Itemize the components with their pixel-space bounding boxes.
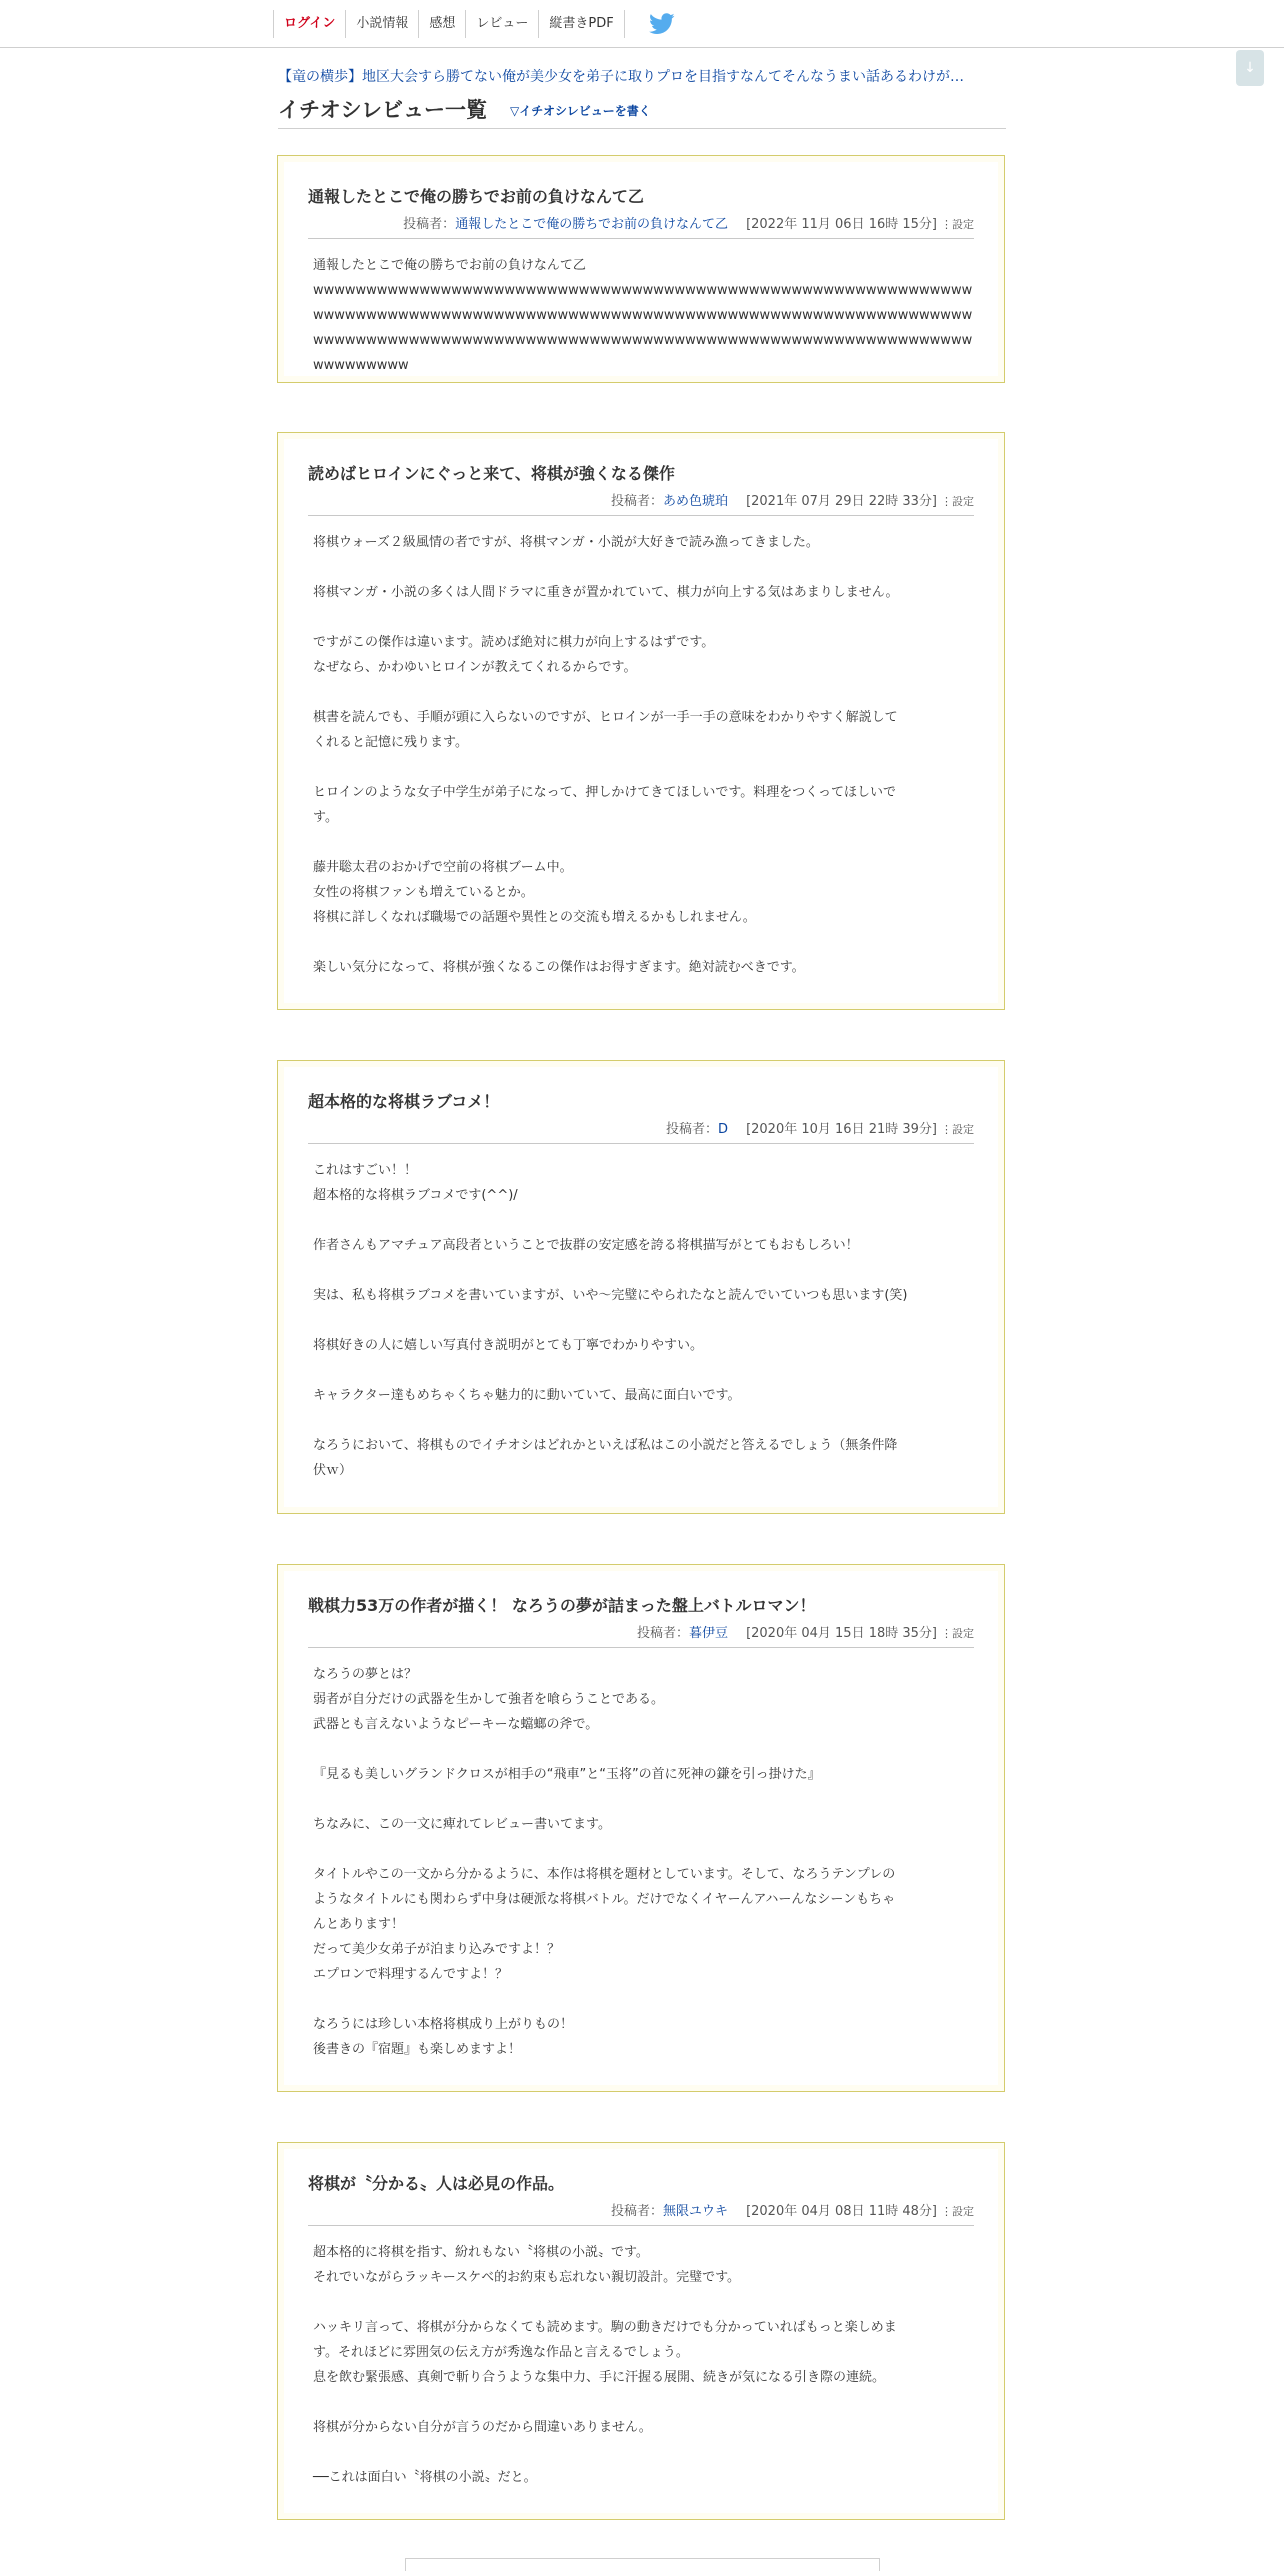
review-body-line: 息を飲む緊張感、真剣で斬り合うような集中力、手に汗握る展開、続きが気になる引き際の連続。 — [313, 2370, 886, 2385]
review-body-line: なぜなら、かわゆいヒロインが教えてくれるからです。 — [313, 660, 637, 675]
review-body-gap — [313, 605, 974, 630]
review-card — [277, 1060, 1005, 1514]
review-body — [313, 530, 974, 980]
review-body-line: ちなみに、この一文に痺れてレビュー書いてます。 — [313, 1817, 611, 1832]
review-body-line: 超本格的に将棋を指す、紛れもない〝将棋の小説〟です。 — [313, 2245, 649, 2260]
review-card — [277, 2142, 1005, 2520]
review-date: [2020年 10月 16日 21時 39分] — [746, 1122, 937, 1137]
review-body-line: 後書きの『宿題』も楽しめますよ！ — [313, 2042, 522, 2057]
top-nav-bar — [0, 0, 1284, 48]
review-body-line: んとあります！ — [313, 1917, 405, 1932]
review-title: 通報したとこで俺の勝ちでお前の負けなんて乙 — [308, 187, 644, 206]
review-body-gap — [313, 1308, 974, 1333]
review-body-gap — [313, 2290, 974, 2315]
review-date: [2020年 04月 15日 18時 35分] — [746, 1626, 937, 1641]
write-review-link[interactable]: ▽イチオシレビューを書く — [510, 104, 651, 118]
review-setting-button[interactable]: ⋮設定 — [941, 2205, 974, 2218]
review-body-line: 藤井聡太君のおかげで空前の将棋ブーム中。 — [313, 860, 573, 875]
review-title: 読めばヒロインにぐっと来て、将棋が強くなる傑作 — [308, 464, 675, 483]
review-body-line: す。それほどに雰囲気の伝え方が秀逸な作品と言えるでしょう。 — [313, 2345, 689, 2360]
review-body-line: 将棋ウォーズ２級風情の者ですが、将棋マンガ・小説が大好きで読み漁ってきました。 — [313, 535, 819, 550]
poster-label: 投稿者： — [403, 217, 456, 232]
review-card — [277, 155, 1005, 383]
review-setting-button[interactable]: ⋮設定 — [941, 1627, 974, 1640]
review-body-line: ハッキリ言って、将棋が分からなくても読めます。駒の動きだけでも分かっていればもっと楽しめま — [313, 2320, 897, 2335]
review-body-gap — [313, 680, 974, 705]
review-body-gap — [313, 1258, 974, 1283]
review-title: 戦棋力53万の作者が描く！ なろうの夢が詰まった盤上バトルロマン！ — [308, 1596, 816, 1615]
poster-label: 投稿者： — [611, 2204, 664, 2219]
review-body-gap — [313, 1408, 974, 1433]
review-body-line: これはすごい！！ — [313, 1163, 418, 1178]
review-body-gap — [313, 555, 974, 580]
review-author-link[interactable]: 通報したとこで俺の勝ちでお前の負けなんて乙 — [455, 217, 729, 232]
review-title: 超本格的な将棋ラブコメ！ — [308, 1092, 500, 1111]
nav-impressions[interactable]: 感想 — [419, 10, 466, 38]
novel-title-link[interactable]: 【竜の横歩】地区大会すら勝てない俺が美少女を弟子に取りプロを目指すなんてそんなうまい話あるわけが… — [278, 69, 964, 85]
review-card — [277, 1564, 1005, 2092]
review-author-link[interactable]: あめ色琥珀 — [663, 494, 729, 509]
review-body-gap — [313, 2440, 974, 2465]
review-body-gap — [313, 1737, 974, 1762]
review-body-line: 将棋マンガ・小説の多くは人間ドラマに重きが置かれていて、棋力が向上する気はあまりしません。 — [313, 585, 899, 600]
review-setting-button[interactable]: ⋮設定 — [941, 1123, 974, 1136]
review-body-line: 将棋が分からない自分が言うのだから間違いありません。 — [313, 2420, 652, 2435]
page-header — [278, 94, 1006, 129]
review-body-line: 伏ｗ） — [313, 1463, 353, 1478]
review-author-link[interactable]: 暮伊豆 — [689, 1626, 729, 1641]
review-body-line: 女性の将棋ファンも増えているとか。 — [313, 885, 534, 900]
review-author-link[interactable]: D — [718, 1122, 729, 1137]
review-body-line: 作者さんもアマチュア高段者ということで抜群の安定感を誇る将棋描写がとてもおもしろい！ — [313, 1238, 859, 1253]
review-body — [313, 2240, 974, 2490]
review-date: [2022年 11月 06日 16時 15分] — [746, 217, 937, 232]
review-body-line: 将棋好きの人に嬉しい写真付き説明がとても丁寧でわかりやすい。 — [313, 1338, 704, 1353]
review-body-line: なろうには珍しい本格将棋成り上がりもの！ — [313, 2017, 574, 2032]
review-body-gap — [313, 755, 974, 780]
review-body-line: 弱者が自分だけの武器を生かして強者を喰らうことである。 — [313, 1692, 665, 1707]
review-body-line: なろうにおいて、将棋ものでイチオシはどれかといえば私はこの小説だと答えるでしょう（無条件降 — [313, 1438, 898, 1453]
review-body-line: す。 — [313, 810, 338, 825]
nav-vertical-pdf[interactable]: 縦書きPDF — [539, 10, 624, 38]
review-meta — [308, 2200, 974, 2226]
review-body-line: 武器とも言えないようなピーキーな蟷螂の斧で。 — [313, 1717, 599, 1732]
review-body-line: タイトルやこの一文から分かるように、本作は将棋を題材としています。そして、なろうテンプレの — [313, 1867, 896, 1882]
poster-label: 投稿者： — [666, 1122, 719, 1137]
review-body-line: ──これは面白い〝将棋の小説〟だと。 — [313, 2470, 537, 2485]
review-card — [277, 432, 1005, 1010]
main-nav — [273, 10, 675, 38]
review-title: 将棋が〝分かる〟人は必見の作品。 — [308, 2174, 565, 2193]
review-body — [313, 1662, 974, 2062]
review-body-line: エプロンで料理するんですよ！？ — [313, 1967, 509, 1982]
review-body-line: キャラクター達もめちゃくちゃ魅力的に動いていて、最高に面白いです。 — [313, 1388, 741, 1403]
review-meta — [308, 1622, 974, 1648]
review-body-line: 棋書を読んでも、手順が頭に入らないのですが、ヒロインが一手一手の意味をわかりやすく解説して — [313, 710, 898, 725]
review-body — [313, 1158, 974, 1483]
page-title: イチオシレビュー一覧 — [278, 98, 488, 122]
review-meta — [308, 213, 974, 239]
review-body-line: それでいながらラッキースケベ的お約束も忘れない親切設計。完璧です。 — [313, 2270, 741, 2285]
review-body-gap — [313, 1837, 974, 1862]
review-date: [2020年 04月 08日 11時 48分] — [746, 2204, 937, 2219]
poster-label: 投稿者： — [637, 1626, 690, 1641]
review-body-gap — [313, 930, 974, 955]
review-body-line: 楽しい気分になって、将棋が強くなるこの傑作はお得すぎます。絶対読むべきです。 — [313, 960, 805, 975]
review-body-line: wwwwwwwwwwwwwwwwwwwwwwwwwwwwwwwwwwwwwwwwwwwwwwwwwwwwwwwwwwwwwwwwwwwwwwwwwwwwwwwwwwwwwwwwwwwwwwwwwwwwwwwwwwwwwwwwwwwwwwwwwwwwwwwwwwwwwwwwwwwwwwwwwwwwwwwwwwwwwwwwwwwwwwwwwwwwwwwwwwwwwwwwwwwwwwwwwww — [313, 283, 973, 373]
review-meta — [308, 490, 974, 516]
scroll-down-icon[interactable]: ↓ — [1236, 50, 1264, 86]
review-body-gap — [313, 1987, 974, 2012]
review-body-line: 『見るも美しいグランドクロスが相手の“飛車”と“玉将”の首に死神の鎌を引っ掛けた』 — [313, 1767, 821, 1782]
review-setting-button[interactable]: ⋮設定 — [941, 495, 974, 508]
review-body-gap — [313, 830, 974, 855]
review-setting-button[interactable]: ⋮設定 — [941, 218, 974, 231]
nav-login[interactable]: ログイン — [274, 10, 346, 38]
review-body-line: 超本格的な将棋ラブコメです(^^)/ — [313, 1188, 518, 1203]
review-body-line: 実は、私も将棋ラブコメを書いていますが、いや～完璧にやられたなと読んでいていつも思います(笑) — [313, 1288, 908, 1303]
review-body — [313, 253, 974, 378]
nav-novel-info[interactable]: 小説情報 — [346, 10, 419, 38]
footer-box — [405, 2558, 880, 2571]
review-body-line: 通報したとこで俺の勝ちでお前の負けなんて乙 — [313, 258, 586, 273]
review-body-gap — [313, 1787, 974, 1812]
review-date: [2021年 07月 29日 22時 33分] — [746, 494, 937, 509]
review-body-line: 将棋に詳しくなれば職場での話題や異性との交流も増えるかもしれません。 — [313, 910, 756, 925]
review-body-line: ですがこの傑作は違います。読めば絶対に棋力が向上するはずです。 — [313, 635, 715, 650]
review-body-line: ようなタイトルにも関わらず中身は硬派な将棋バトル。だけでなくイヤーんアハーんなシーンもちゃ — [313, 1892, 896, 1907]
poster-label: 投稿者： — [611, 494, 664, 509]
nav-reviews[interactable]: レビュー — [466, 10, 539, 38]
review-body-gap — [313, 2390, 974, 2415]
review-body-line: くれると記憶に残ります。 — [313, 735, 468, 750]
review-body-line: なろうの夢とは？ — [313, 1667, 418, 1682]
review-body-line: ヒロインのような女子中学生が弟子になって、押しかけてきてほしいです。料理をつくってほしいで — [313, 785, 897, 800]
review-body-line: だって美少女弟子が泊まり込みですよ！？ — [313, 1942, 561, 1957]
review-meta — [308, 1118, 974, 1144]
twitter-bird-icon[interactable] — [649, 13, 675, 35]
review-author-link[interactable]: 無限ユウキ — [663, 2204, 729, 2219]
review-body-gap — [313, 1208, 974, 1233]
review-body-gap — [313, 1358, 974, 1383]
